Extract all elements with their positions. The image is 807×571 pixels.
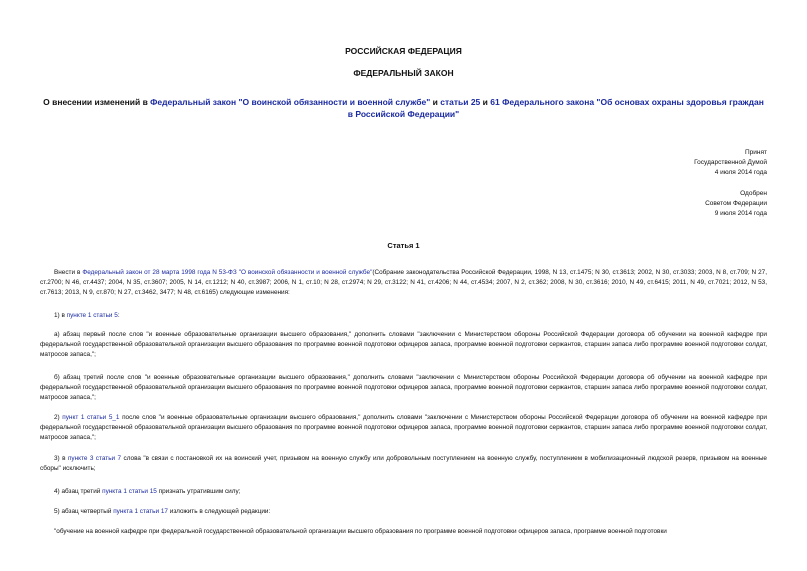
intro-law-link[interactable]: Федеральный закон от 28 марта 1998 года N 53-ФЗ "О воинской обязанности и военной службе" [82, 269, 373, 276]
item-3-paragraph [40, 454, 767, 474]
item-text: 2) [54, 414, 63, 421]
item-text: изложить в следующей редакции: [167, 508, 271, 515]
law-title [40, 96, 767, 120]
item-3-link[interactable]: пункте 3 статьи 7 [67, 455, 122, 462]
item-2-link[interactable]: пункт 1 статьи 5_1 [62, 414, 120, 421]
accepted-label: Принят [744, 149, 767, 156]
approved-by: Советом Федерации [705, 200, 767, 207]
article-intro-paragraph [40, 268, 767, 297]
item-4-link[interactable]: пункта 1 статьи 15 [102, 488, 157, 495]
doc-type-heading: ФЕДЕРАЛЬНЫЙ ЗАКОН [353, 68, 454, 78]
approved-label: Одобрен [740, 190, 767, 197]
accepted-by: Государственной Думой [694, 159, 767, 166]
intro-text: (Собрание законодательства Российской Федерации, 1998, N 13, ст.1475; N 30, ст.3613; 2002, N 30, ст.3033; 2003, N 8, ст.709; N 27, ст.2700; N 46, ст.4437; 2004, N 35, ст.3607; 2005, N 14, ст.1212; N 40, ст.3987; 2006, N 1, ст.10; N 28, ст.2974; N 29, ст.3122; N 41, ст.4206; N 44, ст.4534; 2007, N 2, ст.362; 2008, N 30, ст.3616; 2010, N 49, ст.6415; 2011, N 49, ст.7021; 2012, N 53, ст.7613; 2013, N 9, ст.870; N 27, ст.3462, 3477; N 48, ст.6165) следующие изменения: [40, 269, 767, 296]
title-text: и [480, 97, 491, 107]
country-heading: РОССИЙСКАЯ ФЕДЕРАЦИЯ [345, 46, 462, 56]
title-link-article-25[interactable]: статьи 25 [440, 97, 481, 107]
item-5-paragraph [40, 507, 767, 517]
title-text: и [430, 97, 441, 107]
item-text: : [117, 312, 120, 319]
item-5-link[interactable]: пункта 1 статьи 17 [113, 508, 168, 515]
item-text: 1) в [54, 312, 67, 319]
item-1b-paragraph: б) абзац третий после слов "и военные образовательные организации высшего образования," дополнить словами "заключении с Министерством обороны Российской Федерации договора об обучении на военной кафедре при федеральной государственной образовательной организации высшего образования по программе военной подготовки офицеров запаса, программе военной подготовки сержантов, старшин запаса либо программе военной подготовки солдат, матросов запаса,"; [40, 374, 767, 401]
title-link-military-law[interactable]: Федеральный закон "О воинской обязанности и военной службе" [150, 97, 431, 107]
item-text: 5) абзац четвертый [54, 508, 114, 515]
approved-date: 9 июля 2014 года [714, 210, 767, 217]
item-4-paragraph [40, 487, 767, 497]
item-5-quoted-text: "обучение на военной кафедре при федеральной государственной образовательной организации высшего образования по программе военной подготовки офицеров запаса, программе военной подготовки [54, 528, 667, 535]
accepted-date: 4 июля 2014 года [714, 169, 767, 176]
item-text: 3) в [54, 455, 68, 462]
item-text: после слов "и военные образовательные организации высшего образования," дополнить словами "заключении с Министерством обороны Российской Федерации договора об обучении на военной кафедре при федеральной государственной образовательной организации высшего образования по программе военной подготовки офицеров запаса, программе военной подготовки сержантов, старшин запаса либо программе военной подготовки солдат, матросов запаса,"; [40, 414, 767, 441]
article-heading: Статья 1 [387, 241, 420, 250]
accepted-block [567, 148, 767, 178]
item-1-link[interactable]: пункте 1 статьи 5 [66, 312, 118, 319]
item-1a-paragraph: а) абзац первый после слов "и военные образовательные организации высшего образования," дополнить словами "заключении с Министерством обороны Российской Федерации договора об обучении на военной кафедре при федеральной государственной образовательной организации высшего образования по программе военной подготовки офицеров запаса, программе военной подготовки сержантов, старшин запаса либо программе военной подготовки солдат, матросов запаса,"; [40, 331, 767, 358]
item-1-paragraph [40, 311, 767, 321]
item-text: признать утратившим силу; [156, 488, 241, 495]
item-2-paragraph [40, 413, 767, 442]
item-text: слова "в связи с постановкой их на воинский учет, призывом на военную службу или добровольным поступлением на военную службу, поступлением в мобилизационный людской резерв, призывом на военные сборы" исключить; [40, 455, 767, 472]
title-text: О внесении изменений в [43, 97, 151, 107]
approved-block [567, 189, 767, 219]
item-text: 4) абзац третий [54, 488, 103, 495]
title-link-health-law[interactable]: 61 Федерального закона "Об основах охраны здоровья граждан в Российской Федерации" [347, 97, 764, 119]
intro-text: Внести в [54, 269, 83, 276]
